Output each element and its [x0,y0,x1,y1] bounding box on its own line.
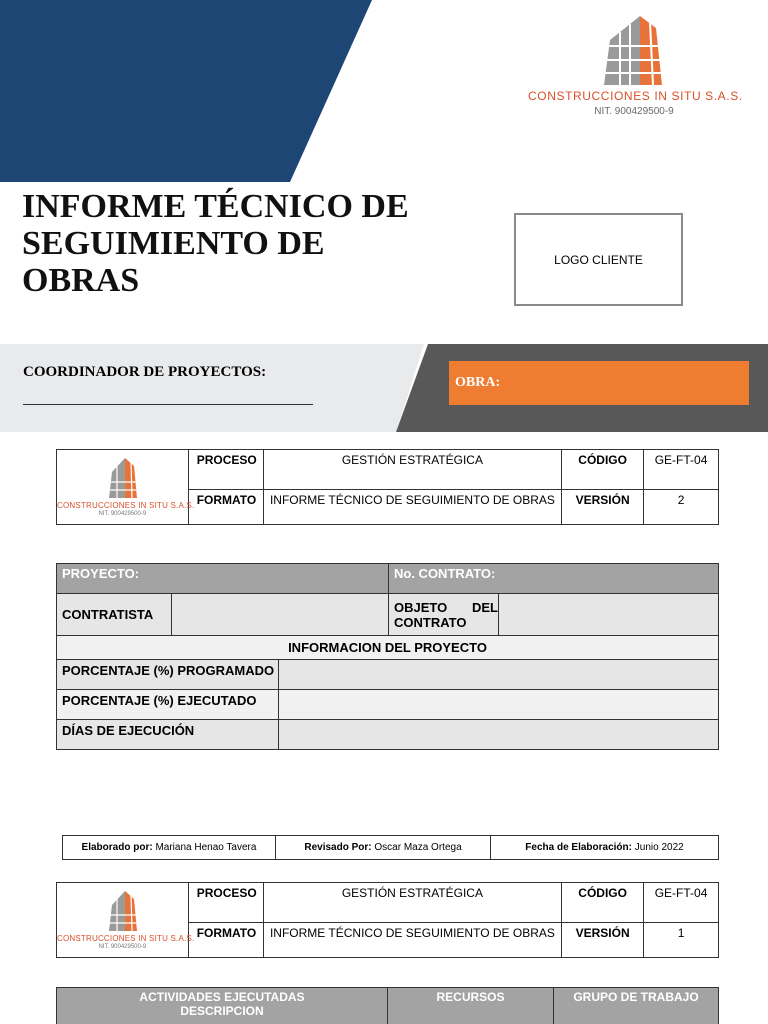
elaborado-value: Mariana Henao Tavera [155,842,257,853]
codigo-value-2: GE-FT-04 [644,883,719,923]
objeto-label-line2: CONTRATO [394,614,467,630]
proceso-value: GESTIÓN ESTRATÉGICA [263,450,562,490]
objeto-value[interactable] [499,594,719,636]
company-name: CONSTRUCCIONES IN SITU S.A.S. [528,89,743,103]
form-logo-cell-2 [57,883,195,958]
proceso-label: PROCESO [188,450,263,490]
activities-header-line2: DESCRIPCION [180,1004,264,1018]
contratista-value[interactable] [172,594,389,636]
title-line-3: OBRAS [22,262,140,299]
title-line-1: INFORME TÉCNICO DE [22,188,409,225]
proyecto-label: PROYECTO: [62,566,140,581]
grupo-trabajo-header: GRUPO DE TRABAJO [554,988,719,1024]
client-logo-placeholder [514,213,683,306]
form-header-table-1 [56,449,719,525]
contrato-field[interactable] [389,564,719,594]
page-title [22,188,492,299]
signature-table [62,835,719,860]
activities-description-header [57,988,388,1024]
coordinator-band [0,344,430,432]
obra-label: OBRA: [455,375,501,390]
ejecutado-label: PORCENTAJE (%) EJECUTADO [57,690,279,720]
formato-label-2: FORMATO [188,923,263,958]
fecha-label: Fecha de Elaboración: [525,842,632,853]
contrato-label: No. CONTRATO: [394,566,496,581]
ejecutado-value[interactable] [279,690,719,720]
elaborado-cell [63,836,276,860]
company-nit: NIT. 900429500-9 [594,106,674,117]
activities-header-line1: ACTIVIDADES EJECUTADAS [139,990,305,1004]
small-company-nit: NIT. 900429500-9 [98,511,147,517]
obra-field[interactable] [449,361,749,405]
client-logo-label: LOGO CLIENTE [554,252,643,267]
small-company-name: CONSTRUCCIONES IN SITU S.A.S. [57,501,195,510]
proceso-label-2: PROCESO [188,883,263,923]
objeto-label [389,594,499,636]
header-blue-banner [0,0,372,182]
building-logo-icon [528,10,740,90]
info-header: INFORMACION DEL PROYECTO [57,636,719,660]
fecha-cell [491,836,719,860]
coordinator-label: COORDINADOR DE PROYECTOS: [23,364,267,380]
small-company-name-2: CONSTRUCCIONES IN SITU S.A.S. [57,934,195,943]
proceso-value-2: GESTIÓN ESTRATÉGICA [263,883,562,923]
dias-value[interactable] [279,720,719,750]
programado-value[interactable] [279,660,719,690]
formato-value-2: INFORME TÉCNICO DE SEGUIMIENTO DE OBRAS [263,923,562,958]
version-value-2: 1 [644,923,719,958]
recursos-header: RECURSOS [388,988,554,1024]
small-company-logo [57,450,195,524]
formato-value: INFORME TÉCNICO DE SEGUIMIENTO DE OBRAS [263,490,562,525]
revisado-value: Oscar Maza Ortega [374,842,462,853]
project-metrics-table [56,659,719,750]
proyecto-field[interactable] [57,564,389,594]
formato-label: FORMATO [188,490,263,525]
version-label-2: VERSIÓN [562,923,644,958]
title-line-2: SEGUIMIENTO DE [22,225,325,262]
revisado-cell [276,836,491,860]
company-logo [528,10,743,122]
elaborado-label: Elaborado por: [81,842,153,853]
activities-table [56,987,719,1024]
coordinator-signature-line[interactable] [23,404,313,405]
fecha-value: Junio 2022 [634,842,684,853]
building-logo-small-icon [57,452,189,502]
form-header-table-2 [56,882,719,958]
codigo-value: GE-FT-04 [644,450,719,490]
small-company-nit-2: NIT. 900429500-9 [98,944,147,950]
project-info-table [56,563,719,660]
codigo-label-2: CÓDIGO [562,883,644,923]
version-label: VERSIÓN [562,490,644,525]
codigo-label: CÓDIGO [562,450,644,490]
dias-label: DÍAS DE EJECUCIÓN [57,720,279,750]
revisado-label: Revisado Por: [304,842,372,853]
building-logo-small-icon-2 [57,885,189,935]
form-logo-cell [57,450,195,525]
small-company-logo-2 [57,883,195,957]
objeto-label-line1: OBJETO DEL [394,599,498,615]
programado-label: PORCENTAJE (%) PROGRAMADO [57,660,279,690]
contratista-label: CONTRATISTA [57,594,172,636]
version-value: 2 [644,490,719,525]
